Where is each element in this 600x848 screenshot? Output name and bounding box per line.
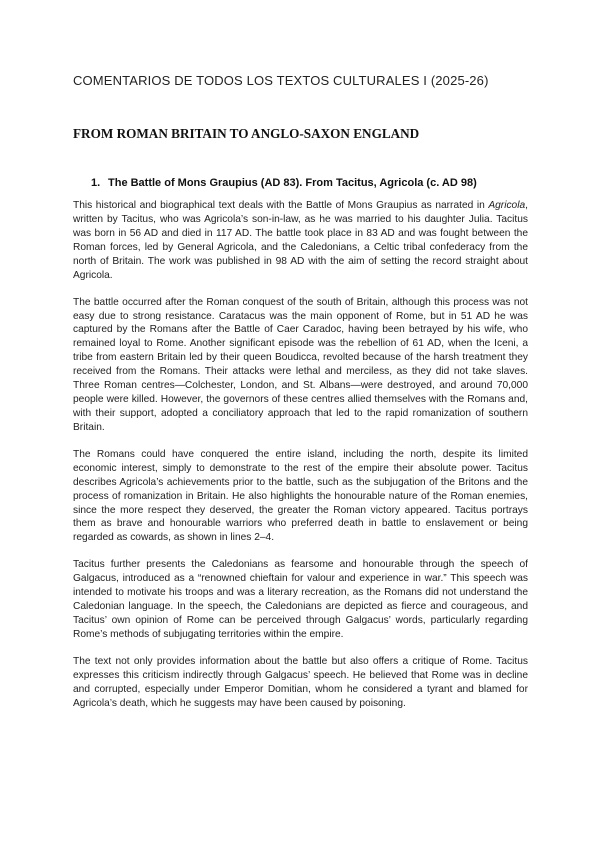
section-number: 1. xyxy=(91,177,101,189)
paragraph-1-text-a: This historical and biographical text deals with the Battle of Mons Graupius as narrated in xyxy=(73,200,489,211)
paragraph-1-italic-title: Agricola xyxy=(488,200,526,211)
section-heading-text: The Battle of Mons Graupius (AD 83). From Tacitus, Agricola (c. AD 98) xyxy=(108,177,477,189)
paragraph-4: Tacitus further presents the Caledonians as fearsome and honourable through the speech of Galgacus, introduced as a “renowned chieftain for valour and experience in war.” This speech was intended to motivate his troops and was a literary recreation, as the Romans did not understand the Caledonian language. In the speech, the Caledonians are depicted as fierce and courageous, and Tacitus’ own opinion of Rome can be perceived through Galgacus’ words, particularly regarding Rome’s methods of subjugating territories within the empire. xyxy=(73,559,528,640)
section-heading xyxy=(91,177,551,189)
page-header: COMENTARIOS DE TODOS LOS TEXTOS CULTURALES I (2025-26) xyxy=(73,73,489,88)
paragraph-1-text-b: , written by Tacitus, who was Agricola’s son-in-law, as he was married to his daughter Julia. Tacitus was born in 56 AD and died in 117 AD. The battle took place in 83 AD and was fought between the Roman forces, led by General Agricola, and the Caledonians, a Celtic tribal confederacy from the north of Britain. The work was published in 98 AD with the aim of setting the record straight about Agricola. xyxy=(73,200,528,281)
paragraph-1 xyxy=(73,199,528,282)
paragraph-2: The battle occurred after the Roman conquest of the south of Britain, although this process was not easy due to strong resistance. Caratacus was the main opponent of Rome, but in 51 AD he was captured by the Romans after the Battle of Caer Caradoc, having been betrayed by his wife, who remained loyal to Rome. Another significant episode was the rebellion of 61 AD, when the Iceni, a tribe from eastern Britain led by their queen Boudicca, revolted because of the harsh treatment they received from the Romans. Their attacks were lethal and merciless, as they did not take slaves. Three Roman centres—Colchester, London, and St. Albans—were destroyed, and around 70,000 people were killed. However, the governors of these centres allied themselves with the Romans and, with their support, adopted a conciliatory approach that led to the rapid romanization of southern Britain. xyxy=(73,296,528,433)
document-body xyxy=(73,199,528,724)
document-title: FROM ROMAN BRITAIN TO ANGLO-SAXON ENGLAND xyxy=(73,126,420,141)
paragraph-5: The text not only provides information about the battle but also offers a critique of Rome. Tacitus expresses this criticism indirectly through Galgacus’ speech. He believed that Rome was in decline and corrupted, especially under Emperor Domitian, whom he considered a tyrant and blamed for Agricola’s death, which he suggests may have been caused by poisoning. xyxy=(73,656,528,709)
paragraph-3: The Romans could have conquered the entire island, including the north, despite its limited economic interest, simply to demonstrate to the rest of the empire their absolute power. Tacitus describes Agricola’s achievements prior to the battle, such as the subjugation of the Britons and the process of romanization in Britain. He also highlights the honourable nature of the Roman enemies, since the more respect they deserved, the greater the Roman victory appeared. Tacitus portrays them as brave and honourable warriors who preferred death in battle to enslavement or being regarded as cowards, as shown in lines 2–4. xyxy=(73,448,528,544)
